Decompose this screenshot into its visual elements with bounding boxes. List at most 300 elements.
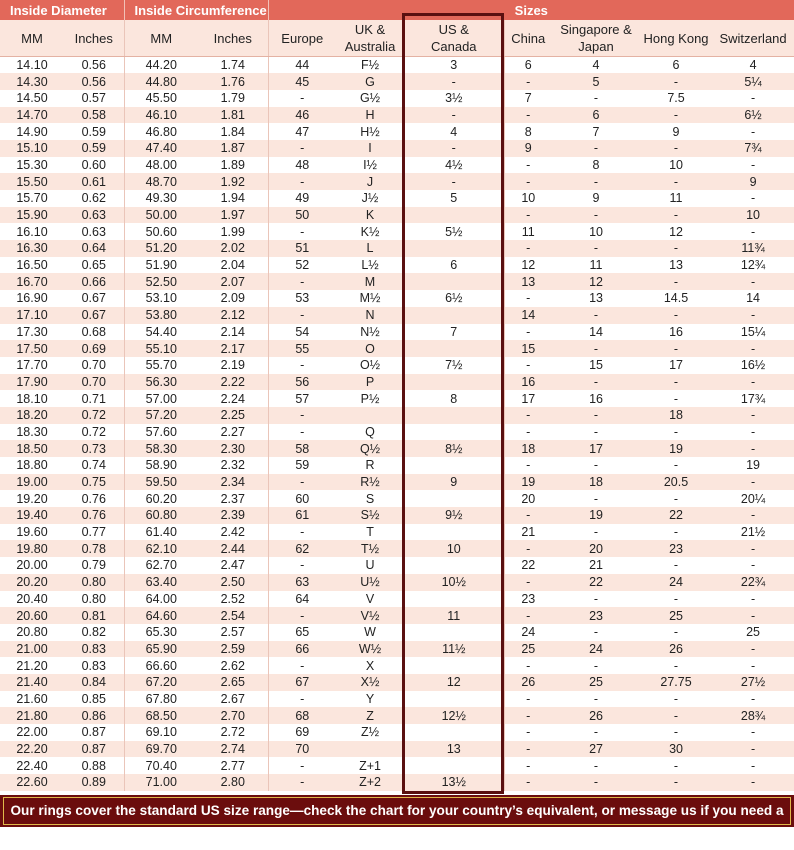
cell-hong-kong: 26 — [669, 641, 683, 656]
cell-switzerland: - — [750, 341, 756, 356]
column-header-singapore-japan: Singapore & Japan — [552, 20, 640, 57]
cell-china: 20 — [504, 490, 552, 507]
table-row — [0, 140, 794, 157]
cell-hong-kong: - — [673, 758, 679, 773]
cell-diameter-inches: 0.60 — [81, 157, 106, 172]
cell-circumference-mm: 60.80 — [124, 507, 198, 524]
cell-us-canada: - — [451, 141, 456, 156]
cell-hong-kong: 16 — [669, 324, 683, 339]
table-row — [0, 507, 794, 524]
cell-us-canada: 7 — [450, 324, 458, 339]
cell-us-canada — [404, 424, 504, 441]
cell-europe: - — [268, 223, 336, 240]
cell-switzerland: - — [750, 224, 756, 239]
table-row — [0, 73, 794, 90]
cell-circumference-inches: 2.52 — [220, 591, 245, 606]
cell-hong-kong: 19 — [669, 441, 683, 456]
cell-circumference-inches: 2.47 — [220, 558, 245, 573]
cell-switzerland: 4 — [749, 58, 757, 73]
cell-hong-kong: - — [673, 708, 679, 723]
cell-circumference-inches: 2.80 — [220, 775, 245, 790]
cell-europe: 68 — [268, 707, 336, 724]
cell-circumference-mm: 54.40 — [124, 324, 198, 341]
cell-us-canada: 12 — [446, 675, 461, 690]
cell-diameter-inches: 0.63 — [81, 224, 106, 239]
cell-us-canada: 10½ — [441, 575, 466, 590]
cell-europe: 47 — [268, 123, 336, 140]
cell-uk-australia: I — [368, 141, 372, 156]
cell-switzerland: 9 — [749, 174, 757, 189]
cell-circumference-inches: 2.77 — [220, 758, 245, 773]
cell-singapore-japan: 16 — [589, 391, 603, 406]
cell-diameter-inches: 0.58 — [81, 107, 106, 122]
cell-switzerland: - — [750, 658, 756, 673]
cell-china: 7 — [504, 90, 552, 107]
cell-singapore-japan: 12 — [589, 274, 603, 289]
cell-europe: 57 — [268, 390, 336, 407]
cell-circumference-inches: 1.84 — [220, 124, 245, 139]
cell-diameter-mm: 20.60 — [16, 608, 48, 623]
cell-switzerland: 17¾ — [740, 391, 766, 406]
table-row — [0, 624, 794, 641]
cell-us-canada: - — [451, 174, 456, 189]
cell-us-canada — [404, 624, 504, 641]
table-row — [0, 307, 794, 324]
table-row — [0, 591, 794, 608]
cell-europe: 58 — [268, 440, 336, 457]
cell-uk-australia: Z+1 — [359, 758, 381, 773]
cell-circumference-inches: 2.42 — [220, 525, 245, 540]
cell-circumference-mm: 46.80 — [124, 123, 198, 140]
cell-diameter-inches: 0.79 — [81, 558, 106, 573]
cell-singapore-japan: - — [593, 241, 599, 256]
cell-us-canada: 9½ — [445, 508, 463, 523]
cell-hong-kong: 22 — [669, 508, 683, 523]
cell-diameter-inches: 0.85 — [81, 691, 106, 706]
cell-circumference-inches: 2.12 — [220, 308, 245, 323]
cell-circumference-inches: 2.17 — [220, 341, 245, 356]
table-row — [0, 57, 794, 74]
cell-hong-kong: - — [673, 591, 679, 606]
cell-circumference-mm: 61.40 — [124, 524, 198, 541]
cell-switzerland: - — [750, 541, 756, 556]
cell-circumference-inches: 2.04 — [220, 258, 245, 273]
cell-hong-kong: - — [673, 424, 679, 439]
cell-circumference-mm: 65.90 — [124, 641, 198, 658]
cell-china: - — [504, 707, 552, 724]
cell-europe: 60 — [268, 490, 336, 507]
cell-circumference-mm: 69.70 — [124, 741, 198, 758]
cell-diameter-mm: 16.10 — [16, 224, 48, 239]
cell-uk-australia: V½ — [360, 608, 380, 623]
cell-china: - — [504, 407, 552, 424]
cell-diameter-inches: 0.88 — [81, 758, 106, 773]
size-table-body — [0, 57, 794, 791]
column-header-circumference-mm: MM — [124, 20, 198, 57]
cell-uk-australia: P½ — [360, 391, 380, 406]
cell-us-canada: - — [451, 107, 456, 122]
cell-uk-australia: K — [365, 208, 375, 223]
cell-china: - — [504, 540, 552, 557]
cell-diameter-inches: 0.62 — [81, 191, 106, 206]
table-row — [0, 657, 794, 674]
cell-singapore-japan: 11 — [589, 258, 603, 273]
cell-diameter-mm: 20.40 — [16, 591, 48, 606]
cell-diameter-mm: 16.70 — [16, 274, 48, 289]
cell-singapore-japan: 21 — [589, 558, 603, 573]
cell-singapore-japan: - — [593, 424, 599, 439]
cell-circumference-mm: 48.70 — [124, 173, 198, 190]
cell-hong-kong: 17 — [669, 358, 683, 373]
cell-diameter-inches: 0.56 — [81, 58, 106, 73]
cell-uk-australia: L — [366, 241, 374, 256]
cell-circumference-inches: 2.59 — [220, 641, 245, 656]
cell-europe: 66 — [268, 641, 336, 658]
cell-us-canada: 6 — [450, 258, 458, 273]
cell-circumference-mm: 71.00 — [124, 774, 198, 791]
cell-uk-australia: M½ — [359, 291, 381, 306]
cell-us-canada — [404, 657, 504, 674]
cell-diameter-mm: 16.30 — [16, 241, 48, 256]
cell-circumference-mm: 69.10 — [124, 724, 198, 741]
cell-singapore-japan: 23 — [589, 608, 603, 623]
cell-uk-australia — [336, 741, 404, 758]
cell-switzerland: 22¾ — [740, 575, 766, 590]
cell-us-canada — [404, 374, 504, 391]
table-row — [0, 90, 794, 107]
cell-europe: - — [268, 524, 336, 541]
cell-diameter-inches: 0.63 — [81, 208, 106, 223]
cell-diameter-mm: 19.40 — [16, 508, 48, 523]
cell-switzerland: - — [750, 641, 756, 656]
table-row — [0, 574, 794, 591]
cell-europe: - — [268, 140, 336, 157]
group-inside-diameter: Inside Diameter — [0, 0, 124, 20]
cell-circumference-mm: 55.70 — [124, 357, 198, 374]
cell-circumference-inches: 2.30 — [220, 441, 245, 456]
cell-diameter-mm: 19.60 — [16, 525, 48, 540]
cell-uk-australia: H — [365, 107, 375, 122]
cell-diameter-mm: 15.90 — [16, 208, 48, 223]
table-row — [0, 290, 794, 307]
cell-switzerland: - — [750, 725, 756, 740]
cell-switzerland: - — [750, 124, 756, 139]
table-row — [0, 190, 794, 207]
cell-europe: - — [268, 757, 336, 774]
cell-europe: 46 — [268, 107, 336, 124]
table-row — [0, 440, 794, 457]
cell-diameter-inches: 0.57 — [81, 91, 106, 106]
cell-us-canada — [404, 524, 504, 541]
cell-europe: - — [268, 407, 336, 424]
cell-diameter-inches: 0.86 — [81, 708, 106, 723]
cell-hong-kong: 27.75 — [660, 675, 692, 690]
cell-hong-kong: - — [673, 725, 679, 740]
cell-china: - — [504, 774, 552, 791]
cell-hong-kong: - — [673, 74, 679, 89]
cell-singapore-japan: - — [593, 658, 599, 673]
cell-circumference-inches: 2.67 — [220, 691, 245, 706]
cell-diameter-mm: 21.80 — [16, 708, 48, 723]
cell-switzerland: 25 — [746, 625, 760, 640]
cell-circumference-mm: 44.80 — [124, 73, 198, 90]
cell-circumference-inches: 2.62 — [220, 658, 245, 673]
cell-us-canada: 5½ — [445, 224, 463, 239]
cell-china: - — [504, 207, 552, 224]
cell-us-canada — [404, 490, 504, 507]
cell-diameter-mm: 15.30 — [16, 157, 48, 172]
cell-us-canada — [404, 691, 504, 708]
cell-diameter-inches: 0.77 — [81, 525, 106, 540]
cell-diameter-inches: 0.70 — [81, 374, 106, 389]
cell-singapore-japan: - — [593, 491, 599, 506]
cell-singapore-japan: 5 — [592, 74, 600, 89]
cell-switzerland: 5¼ — [744, 74, 762, 89]
cell-circumference-inches: 2.32 — [220, 458, 245, 473]
cell-china: 10 — [504, 190, 552, 207]
cell-switzerland: 27½ — [740, 675, 766, 690]
cell-diameter-inches: 0.67 — [81, 291, 106, 306]
table-row — [0, 724, 794, 741]
cell-diameter-mm: 22.20 — [16, 742, 48, 757]
cell-singapore-japan: - — [593, 141, 599, 156]
cell-hong-kong: 30 — [669, 742, 683, 757]
table-row — [0, 524, 794, 541]
cell-uk-australia: Y — [365, 691, 375, 706]
cell-circumference-mm: 66.60 — [124, 657, 198, 674]
cell-china: - — [504, 73, 552, 90]
cell-us-canada — [404, 407, 504, 424]
cell-diameter-mm: 22.60 — [16, 775, 48, 790]
cell-diameter-mm: 18.20 — [16, 408, 48, 423]
cell-circumference-inches: 1.79 — [220, 91, 245, 106]
cell-europe: 56 — [268, 374, 336, 391]
cell-diameter-inches: 0.81 — [81, 608, 106, 623]
cell-diameter-mm: 14.50 — [16, 91, 48, 106]
cell-singapore-japan: - — [593, 374, 599, 389]
cell-diameter-inches: 0.74 — [81, 458, 106, 473]
table-row — [0, 390, 794, 407]
cell-uk-australia: J — [366, 174, 374, 189]
cell-switzerland: 10 — [746, 208, 760, 223]
table-row — [0, 357, 794, 374]
cell-circumference-mm: 48.00 — [124, 157, 198, 174]
cell-china: - — [504, 173, 552, 190]
cell-switzerland: 6½ — [744, 107, 762, 122]
cell-switzerland: 14 — [746, 291, 760, 306]
cell-circumference-mm: 62.70 — [124, 557, 198, 574]
cell-us-canada: 9 — [450, 475, 458, 490]
footer-note: Our rings cover the standard US size range—check the chart for your country’s equivalent, or message us if you need a different size. — [3, 797, 791, 825]
cell-switzerland: 12¾ — [740, 258, 766, 273]
table-row — [0, 374, 794, 391]
table-row — [0, 540, 794, 557]
cell-us-canada: 10 — [446, 541, 461, 556]
cell-hong-kong: 23 — [669, 541, 683, 556]
cell-china: - — [504, 757, 552, 774]
cell-circumference-inches: 1.74 — [220, 58, 245, 73]
cell-switzerland: - — [750, 274, 756, 289]
cell-switzerland: - — [750, 558, 756, 573]
cell-singapore-japan: 25 — [589, 675, 603, 690]
cell-uk-australia: Z — [366, 708, 374, 723]
cell-circumference-inches: 1.87 — [220, 141, 245, 156]
cell-singapore-japan: 8 — [592, 157, 600, 172]
footer-banner — [0, 795, 794, 844]
cell-europe: - — [268, 557, 336, 574]
cell-switzerland: - — [750, 775, 756, 790]
cell-singapore-japan: 22 — [589, 575, 603, 590]
cell-diameter-inches: 0.76 — [81, 491, 106, 506]
cell-circumference-inches: 2.09 — [220, 291, 245, 306]
cell-diameter-inches: 0.83 — [81, 658, 106, 673]
cell-hong-kong: 13 — [669, 258, 683, 273]
cell-circumference-mm: 60.20 — [124, 490, 198, 507]
cell-circumference-mm: 63.40 — [124, 574, 198, 591]
cell-uk-australia: W½ — [358, 641, 382, 656]
cell-china: - — [504, 107, 552, 124]
cell-diameter-mm: 18.10 — [16, 391, 48, 406]
cell-switzerland: - — [750, 424, 756, 439]
cell-circumference-inches: 2.54 — [220, 608, 245, 623]
cell-diameter-inches: 0.84 — [81, 675, 106, 690]
column-header-diameter-mm: MM — [0, 20, 64, 57]
group-sizes: Sizes — [268, 0, 794, 20]
cell-uk-australia: G½ — [359, 91, 381, 106]
cell-circumference-inches: 2.22 — [220, 374, 245, 389]
cell-diameter-inches: 0.87 — [81, 725, 106, 740]
cell-diameter-inches: 0.64 — [81, 241, 106, 256]
cell-singapore-japan: - — [593, 625, 599, 640]
cell-china: 23 — [504, 591, 552, 608]
cell-circumference-inches: 2.02 — [220, 241, 245, 256]
cell-hong-kong: - — [673, 241, 679, 256]
cell-europe: 53 — [268, 290, 336, 307]
cell-diameter-mm: 21.20 — [16, 658, 48, 673]
cell-circumference-inches: 1.94 — [220, 191, 245, 206]
cell-circumference-inches: 2.50 — [220, 575, 245, 590]
cell-china: 9 — [504, 140, 552, 157]
cell-us-canada: 4½ — [445, 157, 463, 172]
cell-hong-kong: - — [673, 341, 679, 356]
cell-uk-australia: F½ — [360, 58, 380, 73]
cell-europe: - — [268, 357, 336, 374]
cell-diameter-inches: 0.73 — [81, 441, 106, 456]
cell-us-canada: 8½ — [445, 441, 463, 456]
cell-switzerland: - — [750, 691, 756, 706]
cell-us-canada: 12½ — [441, 708, 466, 723]
table-row — [0, 207, 794, 224]
cell-diameter-mm: 15.50 — [16, 174, 48, 189]
cell-diameter-mm: 17.30 — [16, 324, 48, 339]
cell-diameter-mm: 14.90 — [16, 124, 48, 139]
cell-us-canada: 7½ — [445, 358, 463, 373]
cell-singapore-japan: - — [593, 758, 599, 773]
cell-hong-kong: 25 — [669, 608, 683, 623]
cell-circumference-inches: 2.14 — [220, 324, 245, 339]
cell-singapore-japan: 18 — [589, 475, 603, 490]
cell-uk-australia: M — [364, 274, 376, 289]
cell-uk-australia: S½ — [360, 508, 380, 523]
cell-china: - — [504, 691, 552, 708]
cell-us-canada — [404, 557, 504, 574]
cell-switzerland: - — [750, 608, 756, 623]
cell-hong-kong: - — [673, 458, 679, 473]
cell-china: 11 — [504, 223, 552, 240]
table-row — [0, 324, 794, 341]
cell-circumference-mm: 55.10 — [124, 340, 198, 357]
cell-europe: - — [268, 474, 336, 491]
cell-circumference-inches: 2.44 — [220, 541, 245, 556]
cell-china: - — [504, 657, 552, 674]
cell-china: - — [504, 741, 552, 758]
cell-circumference-inches: 2.24 — [220, 391, 245, 406]
table-row — [0, 707, 794, 724]
cell-us-canada — [404, 457, 504, 474]
cell-diameter-mm: 18.50 — [16, 441, 48, 456]
cell-diameter-mm: 17.50 — [16, 341, 48, 356]
cell-circumference-inches: 1.76 — [220, 74, 245, 89]
cell-hong-kong: - — [673, 174, 679, 189]
cell-switzerland: - — [750, 374, 756, 389]
cell-china: 15 — [504, 340, 552, 357]
cell-diameter-inches: 0.76 — [81, 508, 106, 523]
cell-china: 13 — [504, 273, 552, 290]
cell-europe: - — [268, 90, 336, 107]
cell-diameter-inches: 0.87 — [81, 742, 106, 757]
cell-circumference-mm: 57.00 — [124, 390, 198, 407]
cell-circumference-mm: 68.50 — [124, 707, 198, 724]
cell-hong-kong: 7.5 — [667, 91, 685, 106]
cell-circumference-mm: 64.60 — [124, 607, 198, 624]
cell-circumference-mm: 62.10 — [124, 540, 198, 557]
cell-switzerland: - — [750, 758, 756, 773]
cell-circumference-mm: 49.30 — [124, 190, 198, 207]
cell-uk-australia: K½ — [360, 224, 380, 239]
cell-singapore-japan: - — [593, 174, 599, 189]
cell-diameter-mm: 17.10 — [16, 308, 48, 323]
cell-europe: - — [268, 774, 336, 791]
cell-singapore-japan: - — [593, 775, 599, 790]
group-header-row — [0, 0, 794, 20]
cell-circumference-inches: 2.65 — [220, 675, 245, 690]
cell-singapore-japan: 15 — [589, 358, 603, 373]
cell-us-canada — [404, 591, 504, 608]
cell-china: - — [504, 607, 552, 624]
cell-us-canada: 13 — [446, 742, 461, 757]
cell-hong-kong: - — [673, 558, 679, 573]
cell-china: - — [504, 457, 552, 474]
cell-singapore-japan: - — [593, 691, 599, 706]
cell-us-canada — [404, 340, 504, 357]
cell-europe: 63 — [268, 574, 336, 591]
cell-uk-australia: L½ — [361, 258, 379, 273]
cell-circumference-mm: 58.30 — [124, 440, 198, 457]
cell-circumference-inches: 2.72 — [220, 725, 245, 740]
table-row — [0, 157, 794, 174]
cell-china: - — [504, 424, 552, 441]
cell-europe: 69 — [268, 724, 336, 741]
cell-us-canada: 6½ — [445, 291, 463, 306]
cell-singapore-japan: 14 — [589, 324, 603, 339]
cell-circumference-mm: 50.60 — [124, 223, 198, 240]
column-header-us-canada: US & Canada — [404, 20, 504, 57]
cell-europe: 59 — [268, 457, 336, 474]
cell-circumference-inches: 2.39 — [220, 508, 245, 523]
cell-diameter-inches: 0.80 — [81, 591, 106, 606]
cell-diameter-inches: 0.59 — [81, 141, 106, 156]
cell-hong-kong: 10 — [669, 157, 683, 172]
